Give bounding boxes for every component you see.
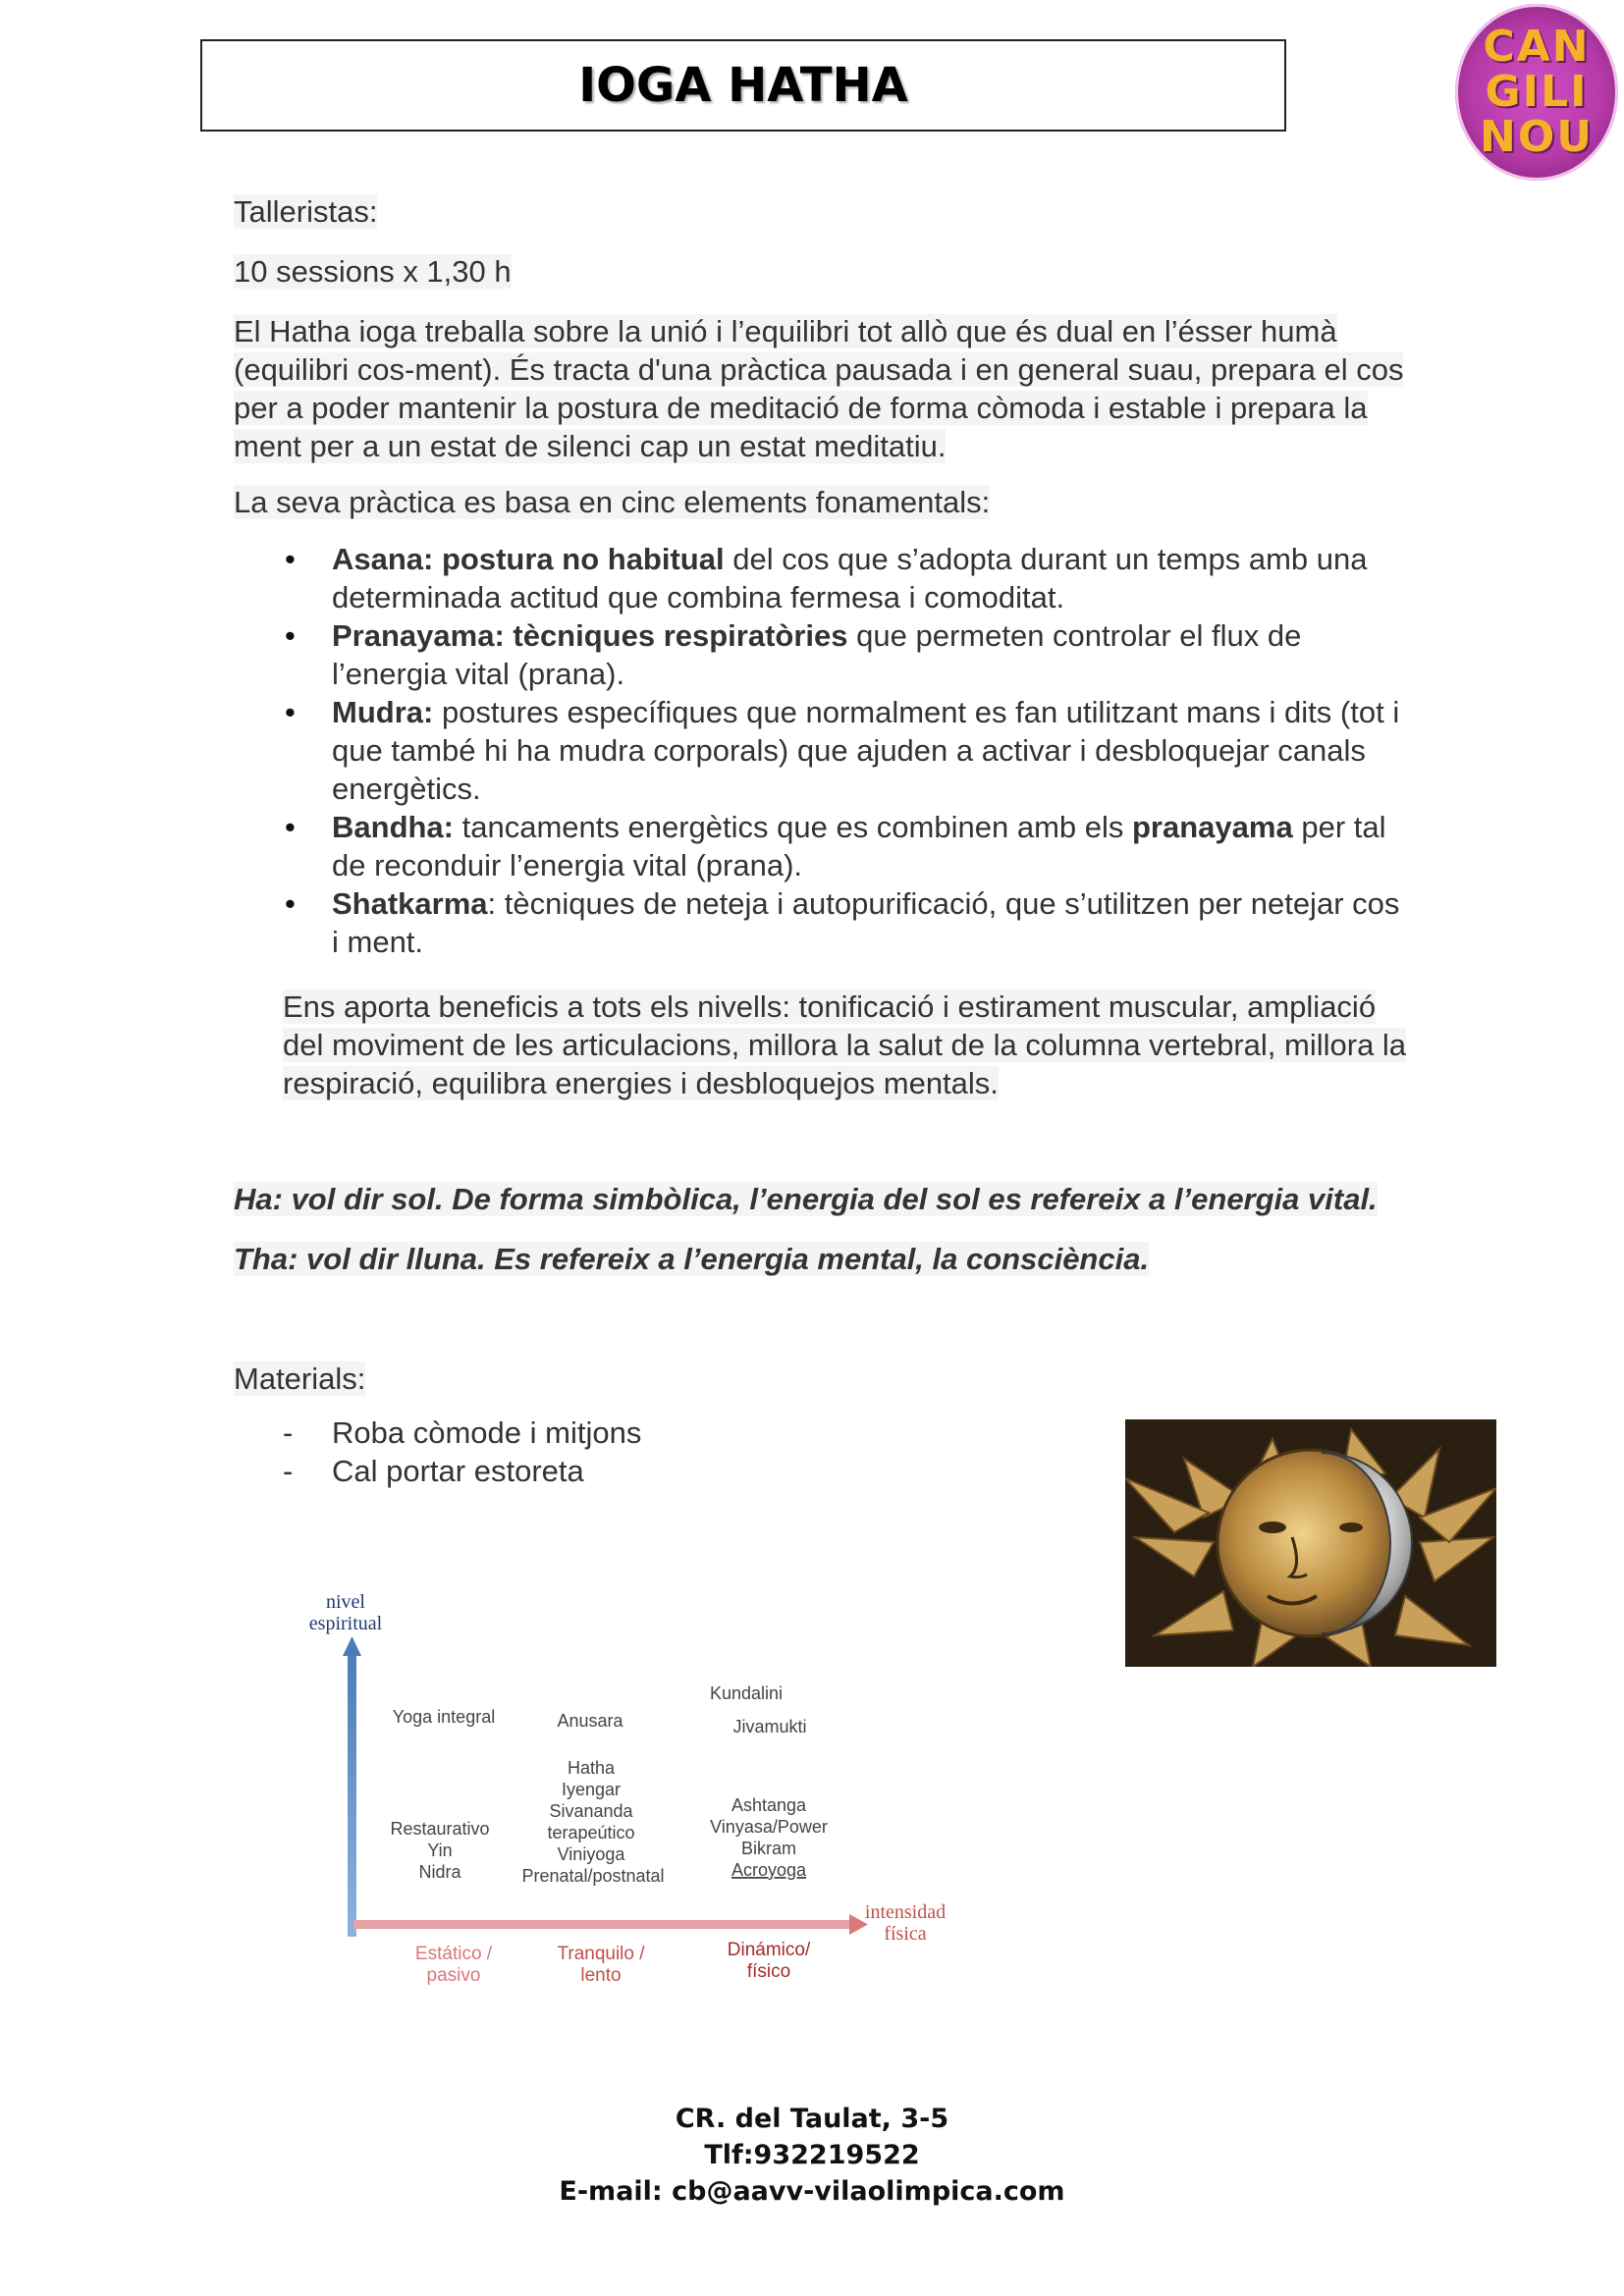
y-axis-label-line2: espiritual <box>308 1613 383 1634</box>
vertical-arrowhead <box>343 1636 361 1656</box>
style-label: Vinyasa/Power <box>710 1817 828 1837</box>
benefits-line: respiració, equilibra energies i desbloquejos mentals. <box>283 1066 999 1100</box>
list-item: • Bandha: tancaments energètics que es combinen amb els pranayama per tal de reconduir l’energia vital (prana). <box>285 808 1414 884</box>
x-category-label: físico <box>746 1961 791 1982</box>
materials-list <box>283 1414 641 1490</box>
intro-paragraph <box>234 312 1412 465</box>
yoga-styles-diagram <box>295 1585 982 1998</box>
ha-meaning: Ha: vol dir sol. De forma simbòlica, l’energia del sol es refereix a l’energia vital. <box>234 1182 1378 1216</box>
intro-line: El Hatha ioga treballa sobre la unió i l’equilibri tot allò que és dual en l’ésser humà <box>234 314 1337 348</box>
tha-meaning: Tha: vol dir lluna. Es refereix a l’energia mental, la consciència. <box>234 1242 1150 1276</box>
list-item: - Roba còmode i mitjons <box>283 1414 641 1452</box>
style-label: Jivamukti <box>732 1717 807 1736</box>
talleristas-label: Talleristas: <box>234 194 378 229</box>
benefits-paragraph <box>283 988 1461 1102</box>
x-category-label: Dinámico/ <box>727 1940 811 1960</box>
style-label: Iyengar <box>561 1780 622 1799</box>
sessions-info: 10 sessions x 1,30 h <box>234 254 512 289</box>
footer-contact <box>0 2101 1624 2210</box>
list-item: • Mudra: postures específiques que normalment es fan utilitzant mans i dits (tot i que també hi ha mudra corporals) que ajuden a activar i desbloquejar canals energètics. <box>285 693 1414 808</box>
diagram-canvas <box>295 1585 982 1998</box>
x-category-label: Estático / <box>414 1944 493 1964</box>
style-label: Anusara <box>557 1711 623 1731</box>
title-box <box>200 39 1286 132</box>
x-axis-label-line2: física <box>884 1923 927 1945</box>
benefits-line: Ens aporta beneficis a tots els nivells: tonificació i estirament muscular, ampliació <box>283 989 1377 1024</box>
style-label: Acroyoga <box>731 1860 807 1880</box>
list-item: • Pranayama: tècniques respiratòries que permeten controlar el flux de l’energia vital (prana). <box>285 616 1414 693</box>
style-label: Yoga integral <box>392 1707 496 1727</box>
style-label: Prenatal/postnatal <box>521 1866 665 1886</box>
footer-email: E-mail: cb@aavv-vilaolimpica.com <box>559 2176 1065 2207</box>
style-label: Nidra <box>418 1862 461 1882</box>
style-label: Ashtanga <box>731 1795 807 1815</box>
sun-moon-illustration <box>1125 1419 1496 1667</box>
x-category-label: pasivo <box>426 1965 481 1986</box>
page-title: IOGA HATHA <box>578 58 908 113</box>
sun-moon-image <box>1125 1419 1496 1667</box>
logo-line-3: NOU <box>1480 112 1594 162</box>
list-item: • Shatkarma: tècniques de neteja i autopurificació, que s’utilitzen per netejar cos i ment. <box>285 884 1414 961</box>
logo-line-2: GILI <box>1485 67 1589 117</box>
materials-title: Materials: <box>234 1362 366 1396</box>
style-label: terapeútico <box>547 1823 635 1842</box>
style-label: Sivananda <box>549 1801 633 1821</box>
style-label: Hatha <box>567 1758 616 1778</box>
intro-line: ment per a un estat de silenci cap un estat meditatiu. <box>234 429 947 463</box>
style-label: Yin <box>427 1841 453 1860</box>
y-axis-label-line1: nivel <box>326 1591 365 1613</box>
style-label: Kundalini <box>709 1683 784 1703</box>
list-item: • Asana: postura no habitual del cos que s’adopta durant un temps amb una determinada actitud que combina fermesa i comoditat. <box>285 540 1414 616</box>
x-category-label: lento <box>580 1965 622 1986</box>
horizontal-axis-arrow <box>353 1920 851 1929</box>
logo-line-1: CAN <box>1483 22 1591 72</box>
elements-list <box>285 540 1414 961</box>
can-gili-nou-logo <box>1455 4 1618 181</box>
list-item: - Cal portar estoreta <box>283 1452 641 1490</box>
footer-phone: Tlf:932219522 <box>704 2140 920 2170</box>
footer-address: CR. del Taulat, 3-5 <box>675 2104 949 2134</box>
intro-line: (equilibri cos-ment). És tracta d'una pràctica pausada i en general suau, prepara el cos <box>234 352 1404 387</box>
style-label: Bikram <box>740 1839 797 1858</box>
intro-line: per a poder mantenir la postura de meditació de forma còmoda i estable i prepara la <box>234 391 1368 425</box>
style-label: Viniyoga <box>557 1844 625 1864</box>
elements-intro: La seva pràctica es basa en cinc elements fonamentals: <box>234 485 991 519</box>
x-axis-label-line1: intensidad <box>864 1901 947 1923</box>
vertical-axis-arrow <box>348 1652 356 1937</box>
x-category-label: Tranquilo / <box>557 1944 645 1964</box>
style-label: Restaurativo <box>390 1819 490 1839</box>
benefits-line: del moviment de les articulacions, millora la salut de la columna vertebral, millora la <box>283 1028 1407 1062</box>
